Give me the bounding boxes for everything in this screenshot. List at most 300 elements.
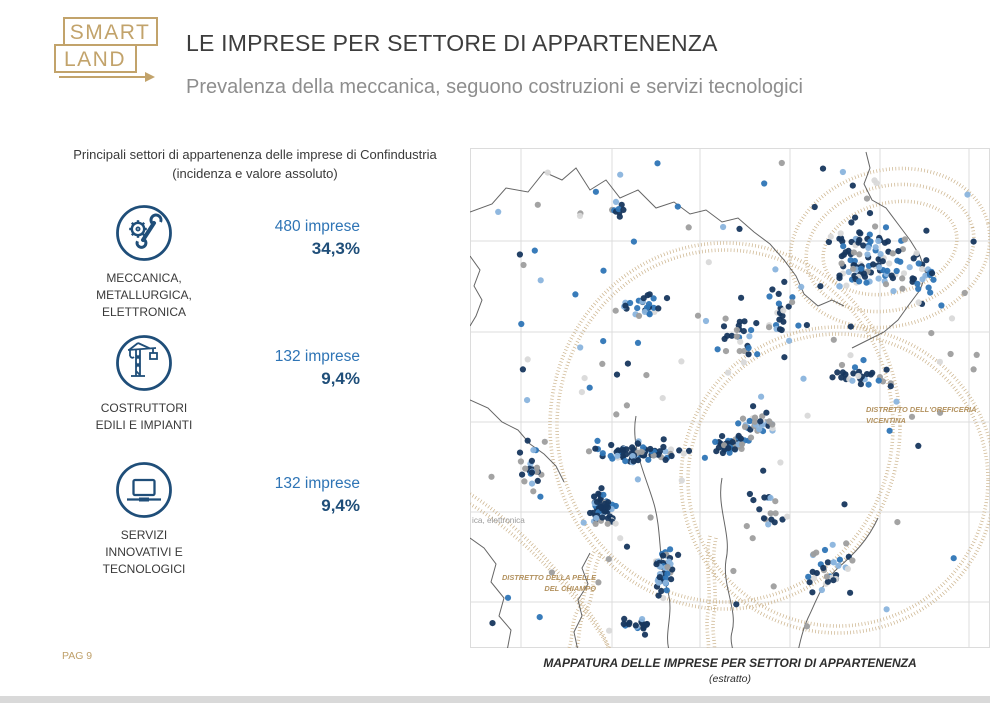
company-dot [880,258,886,264]
company-dot [613,521,619,527]
company-dot [873,244,879,250]
company-dot [890,288,896,294]
company-dot [829,374,835,380]
company-dot [825,579,831,585]
company-dot [617,172,623,178]
company-dot [715,346,721,352]
company-dot [862,274,868,280]
company-dot [530,447,536,453]
company-dot [786,338,792,344]
company-dot [608,453,614,459]
company-dot [840,243,846,249]
page-number-label: PAG 9 [62,650,93,662]
company-dot [831,337,837,343]
company-dot [867,238,873,244]
sector-count: 132 imprese [274,348,360,365]
company-dot [857,230,863,236]
company-dot [643,372,649,378]
company-dot [927,290,933,296]
sector-label-line: ELETTRONICA [101,304,186,319]
company-dot [919,266,925,272]
company-dot [843,540,849,546]
company-dot [863,280,869,286]
company-dot [737,339,743,345]
clipped-legend-label: ica, elettronica [472,516,525,525]
company-dot [681,451,687,457]
company-dot [855,373,861,379]
company-dot [633,622,639,628]
company-dot [937,359,943,365]
company-dot [825,559,831,565]
company-dot [653,561,659,567]
company-dot [841,501,847,507]
company-dot [639,449,645,455]
company-dot [624,402,630,408]
company-dot [712,439,718,445]
company-dot [765,521,771,527]
page-subtitle: Prevalenza della meccanica, seguono costruzioni e servizi tecnologici [186,76,803,98]
company-dot [809,589,815,595]
company-dot [834,369,840,375]
company-dot [843,283,849,289]
company-dot [579,389,585,395]
company-dot [721,323,727,329]
sector-percent: 9,4% [321,496,360,516]
company-dot [907,264,913,270]
company-dot [636,313,642,319]
company-dot [739,441,745,447]
company-dot [525,356,531,362]
logo-arrow-icon [59,72,155,82]
company-dot [630,453,636,459]
company-dot [537,614,543,620]
company-dot [876,264,882,270]
company-dot [741,318,747,324]
company-dot [719,433,725,439]
company-dot [864,196,870,202]
company-dot [914,250,920,256]
company-dot [777,459,783,465]
panel-heading-line1: Principali settori di appartenenza delle imprese di Confindustria [73,147,437,162]
company-dot [750,535,756,541]
company-dot [520,366,526,372]
company-dot [740,416,746,422]
company-dot [678,358,684,364]
company-dot [789,299,795,305]
company-dot [971,366,977,372]
company-dot [971,239,977,245]
company-dot [600,492,606,498]
company-dot [929,270,935,276]
company-dot [899,275,905,281]
company-dot [582,375,588,381]
company-dot [876,378,882,384]
company-dot [734,333,740,339]
company-dot [804,322,810,328]
company-dot [856,251,862,257]
company-dot [600,338,606,344]
company-dot [635,440,641,446]
company-dot [831,559,837,565]
company-dot [820,565,826,571]
company-dot [754,351,760,357]
company-dot [622,303,628,309]
company-dot [521,478,527,484]
company-dot [756,506,762,512]
company-dot [723,348,729,354]
company-dot [495,209,501,215]
company-dot [664,571,670,577]
company-dot [535,478,541,484]
company-dot [836,273,842,279]
company-dot [889,273,895,279]
company-dot [781,279,787,285]
company-dot [747,491,753,497]
company-dot [741,359,747,365]
company-dot [735,420,741,426]
company-dot [766,324,772,330]
company-dot [769,286,775,292]
sector-label-line: EDILI E IMPIANTI [95,417,193,432]
company-dot [848,324,854,330]
company-dot [720,224,726,230]
company-dot [962,290,968,296]
company-dot [668,576,674,582]
company-dot [902,236,908,242]
company-dot [910,275,916,281]
sector-label-line: METALLURGICA, [96,287,192,302]
company-dot [542,439,548,445]
company-dot [702,455,708,461]
company-dot [776,291,782,297]
panel-heading [55,146,455,184]
company-dot [938,302,944,308]
company-dot [757,418,763,424]
sector-percent: 34,3% [311,239,360,259]
company-dot [635,340,641,346]
company-dot [741,328,747,334]
company-dot [538,277,544,283]
company-dot [725,370,731,376]
page-title: LE IMPRESE PER SETTORE DI APPARTENENZA [186,30,718,56]
company-dot [534,465,540,471]
company-dot [524,397,530,403]
company-dot [779,160,785,166]
company-dot [761,515,767,521]
company-dot [800,376,806,382]
sector-label [103,527,186,577]
company-dot [587,510,593,516]
company-dot [884,268,890,274]
company-dot [624,544,630,550]
sector-label-line: COSTRUTTORI [100,401,188,415]
company-dot [737,348,743,354]
company-dot [840,169,846,175]
map-caption: MAPPATURA DELLE IMPRESE PER SETTORI DI APPARTENENZA [543,656,917,670]
company-dot [586,448,592,454]
company-dot [804,623,810,629]
company-dot [519,472,525,478]
company-dot [771,583,777,589]
company-dot [738,436,744,442]
company-dot [675,552,681,558]
company-dot [530,488,536,494]
company-dot [635,476,641,482]
company-dot [819,587,825,593]
company-dot [686,224,692,230]
company-dot [753,320,759,326]
company-dot [593,515,599,521]
company-dot [664,587,670,593]
company-dot [747,418,753,424]
company-dot [646,301,652,307]
company-dot [826,239,832,245]
company-dot [748,327,754,333]
company-dot [951,555,957,561]
slide-bottom-strip [0,696,990,703]
company-dot [884,367,890,373]
sector-label-line: TECNOLOGICI [102,561,186,576]
company-dot [613,411,619,417]
company-dot [605,521,611,527]
company-dot [895,248,901,254]
company-dot [648,514,654,520]
company-dot [899,286,905,292]
company-dot [812,204,818,210]
company-dot [820,166,826,172]
company-dot [529,469,535,475]
company-dot [629,444,635,450]
company-dot [768,510,774,516]
company-dot [761,180,767,186]
company-dot [518,458,524,464]
company-dot [517,450,523,456]
smart-land-logo [45,14,180,84]
company-dot [974,352,980,358]
company-dot [847,590,853,596]
company-dot [594,499,600,505]
company-dot [660,444,666,450]
company-dot [660,553,666,559]
company-dot [890,250,896,256]
company-dot [613,308,619,314]
company-dot [850,266,856,272]
company-dot [837,557,843,563]
company-dot [529,481,535,487]
company-dot [635,457,641,463]
company-dot [613,199,619,205]
logo-text-land: LAND [63,48,127,71]
company-dot [839,260,845,266]
company-dot [772,498,778,504]
company-dot [706,259,712,265]
district-label-oreficeria-2: VICENTINA [866,416,906,425]
company-dot [838,230,844,236]
company-dot [655,305,661,311]
company-dot [600,268,606,274]
company-dot [867,210,873,216]
company-dot [750,403,756,409]
company-dot [695,313,701,319]
company-dot [839,362,845,368]
company-dot [622,458,628,464]
sector-costruttori [58,333,360,434]
company-dot [852,364,858,370]
company-dot [909,414,915,420]
logo-text-smart: SMART [69,21,151,44]
sector-label [96,400,193,434]
company-dot [488,474,494,480]
company-dot [529,458,535,464]
company-dot [876,276,882,282]
company-dot [781,354,787,360]
company-dot [669,453,675,459]
company-dot [894,519,900,525]
company-dot [813,550,819,556]
company-dot [620,207,626,213]
company-dot [656,580,662,586]
company-dot [606,628,612,634]
company-dot [598,485,604,491]
company-dot [817,283,823,289]
company-dot [830,542,836,548]
company-dot [522,466,528,472]
map-svg [470,148,990,648]
map-caption-sub: (estratto) [708,673,751,685]
company-dot [545,170,551,176]
company-dot [897,259,903,265]
company-dot [811,575,817,581]
sector-percent: 9,4% [321,369,360,389]
company-dot [849,378,855,384]
company-dot [776,301,782,307]
company-dot [836,236,842,242]
company-dot [784,514,790,520]
company-dot [780,307,786,313]
company-dot [505,595,511,601]
company-dot [642,632,648,638]
company-dot [639,616,645,622]
district-label-chiampo: DISTRETTO DELLA PELLE [501,573,596,582]
company-dot [744,523,750,529]
company-dot [758,394,764,400]
company-dot [916,260,922,266]
company-dot [572,291,578,297]
company-dot [518,321,524,327]
company-dot [865,245,871,251]
company-dot [746,351,752,357]
company-dot [919,276,925,282]
laptop-icon [114,460,174,520]
company-dot [625,361,631,367]
company-dot [748,435,754,441]
company-dot [662,580,668,586]
sector-count: 480 imprese [274,218,360,235]
company-dot [577,344,583,350]
company-dot [723,316,729,322]
company-dot [746,333,752,339]
company-dot [915,286,921,292]
company-dot [928,330,934,336]
company-dot [621,621,627,627]
sector-label [96,270,192,320]
company-dot [766,293,772,299]
company-dot [884,606,890,612]
sector-stats [230,333,360,434]
crane-icon [114,333,174,393]
company-dot [631,239,637,245]
company-dot [824,574,830,580]
panel-heading-line2: (incidenza e valore assoluto) [172,165,338,181]
company-dot [923,228,929,234]
company-dot [746,345,752,351]
sector-meccanica [58,203,360,320]
company-dot [849,557,855,563]
company-dot [730,568,736,574]
company-dot [761,494,767,500]
company-dot [577,213,583,219]
company-dot [763,410,769,416]
company-dot [595,579,601,585]
company-dot [599,361,605,367]
company-dot [679,477,685,483]
company-dot [617,535,623,541]
company-dot [847,352,853,358]
company-dot [864,251,870,257]
company-dot [883,281,889,287]
company-dot [664,295,670,301]
company-dot [852,215,858,221]
sector-servizi [58,460,360,577]
company-dot [581,520,587,526]
company-dot [850,183,856,189]
sector-count: 132 imprese [274,475,360,492]
company-dot [595,491,601,497]
gear-wrench-icon [114,203,174,263]
company-dot [736,226,742,232]
company-dot [756,426,762,432]
company-dot [661,436,667,442]
company-dot [868,371,874,377]
company-dot [798,284,804,290]
company-dot [766,418,772,424]
company-dot [660,395,666,401]
company-dot [858,266,864,272]
company-dot [598,504,604,510]
company-dot [842,371,848,377]
company-dot [666,559,672,565]
company-dot [894,268,900,274]
company-dot [641,624,647,630]
company-dot [915,443,921,449]
company-dot [517,251,523,257]
company-dot [858,381,864,387]
company-dot [828,234,834,240]
company-dot [742,424,748,430]
company-dot [916,299,922,305]
company-dot [805,574,811,580]
company-dot [592,446,598,452]
company-dot [883,224,889,230]
sector-stats [230,203,360,320]
company-dot [641,295,647,301]
company-dot [872,223,878,229]
company-dot [593,189,599,195]
company-dot [667,546,673,552]
company-dot [587,385,593,391]
company-dot [614,453,620,459]
company-dot [830,577,836,583]
